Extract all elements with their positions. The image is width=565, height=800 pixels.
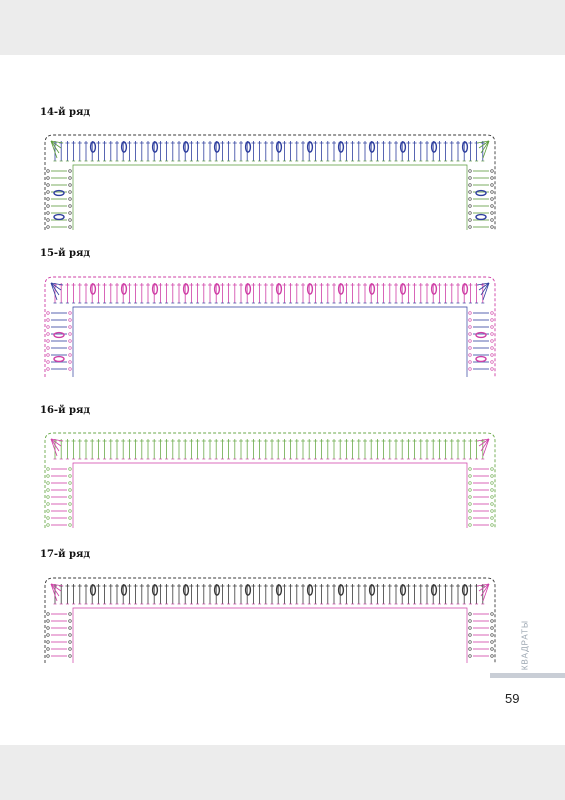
- chain-stitch: [491, 326, 494, 329]
- chain-stitch: [69, 333, 72, 336]
- chain-stitch: [69, 354, 72, 357]
- chain-stitch: [47, 634, 50, 637]
- chain-stitch: [491, 503, 494, 506]
- chain-stitch: [491, 468, 494, 471]
- chain-stitch: [47, 347, 50, 350]
- chain-stitch: [69, 648, 72, 651]
- chain-stitch: [491, 170, 494, 173]
- chain-stitch: [69, 468, 72, 471]
- chain-stitch: [69, 627, 72, 630]
- cluster-stitch: [91, 284, 96, 294]
- chain-stitch: [47, 177, 50, 180]
- chain-stitch: [469, 648, 472, 651]
- chain-stitch: [69, 613, 72, 616]
- section-label-text: КВАДРАТЫ: [520, 619, 530, 671]
- chain-stitch: [491, 184, 494, 187]
- chain-stitch: [469, 620, 472, 623]
- chain-stitch: [69, 319, 72, 322]
- chain-stitch: [69, 312, 72, 315]
- chain-stitch: [469, 170, 472, 173]
- chain-stitch: [469, 510, 472, 513]
- cluster-stitch: [463, 585, 468, 595]
- chain-stitch: [47, 219, 50, 222]
- chain-stitch: [47, 648, 50, 651]
- cluster-stitch: [122, 585, 127, 595]
- chain-stitch: [469, 219, 472, 222]
- chain-stitch: [47, 354, 50, 357]
- chain-stitch: [69, 184, 72, 187]
- chain-stitch: [69, 361, 72, 364]
- cluster-stitch: [246, 585, 251, 595]
- chain-stitch: [69, 634, 72, 637]
- chain-stitch: [491, 340, 494, 343]
- chart-inner-edge: [73, 463, 467, 528]
- chain-stitch: [491, 648, 494, 651]
- chain-stitch: [491, 319, 494, 322]
- chain-stitch: [47, 368, 50, 371]
- chain-stitch: [69, 177, 72, 180]
- cluster-stitch: [246, 284, 251, 294]
- cluster-stitch: [54, 215, 64, 220]
- chain-stitch: [69, 655, 72, 658]
- cluster-stitch: [339, 142, 344, 152]
- cluster-stitch: [153, 142, 158, 152]
- cluster-stitch: [308, 284, 313, 294]
- chart-inner-edge: [73, 307, 467, 377]
- chain-stitch: [47, 340, 50, 343]
- chain-stitch: [469, 347, 472, 350]
- chain-stitch: [469, 468, 472, 471]
- chain-stitch: [469, 503, 472, 506]
- row-16-diagram: [0, 423, 565, 533]
- cluster-stitch: [401, 284, 406, 294]
- chain-stitch: [69, 170, 72, 173]
- chain-stitch: [47, 226, 50, 229]
- chain-stitch: [47, 620, 50, 623]
- chain-stitch: [469, 368, 472, 371]
- cluster-stitch: [184, 585, 189, 595]
- chain-stitch: [469, 361, 472, 364]
- chain-stitch: [47, 517, 50, 520]
- cluster-stitch: [277, 142, 282, 152]
- row-15-title: 15-й ряд: [40, 248, 91, 259]
- cluster-stitch: [339, 585, 344, 595]
- cluster-stitch: [277, 284, 282, 294]
- chain-stitch: [47, 212, 50, 215]
- chain-stitch: [491, 191, 494, 194]
- chain-stitch: [491, 354, 494, 357]
- chain-stitch: [469, 312, 472, 315]
- cluster-stitch: [215, 284, 220, 294]
- chain-stitch: [491, 641, 494, 644]
- chain-stitch: [47, 326, 50, 329]
- chain-stitch: [47, 191, 50, 194]
- chain-stitch: [469, 184, 472, 187]
- chain-stitch: [469, 655, 472, 658]
- cluster-stitch: [370, 142, 375, 152]
- chain-stitch: [469, 198, 472, 201]
- chain-stitch: [491, 347, 494, 350]
- chain-stitch: [69, 219, 72, 222]
- chain-stitch: [491, 198, 494, 201]
- row-14-title: 14-й ряд: [40, 107, 91, 118]
- chain-stitch: [47, 496, 50, 499]
- chain-stitch: [491, 219, 494, 222]
- chain-stitch: [47, 655, 50, 658]
- chain-stitch: [69, 191, 72, 194]
- chain-stitch: [469, 326, 472, 329]
- chain-stitch: [69, 212, 72, 215]
- chain-stitch: [491, 655, 494, 658]
- chain-stitch: [69, 517, 72, 520]
- chain-stitch: [469, 340, 472, 343]
- chain-stitch: [47, 198, 50, 201]
- book-page: [0, 55, 565, 745]
- chain-stitch: [469, 641, 472, 644]
- chain-stitch: [491, 496, 494, 499]
- chain-stitch: [69, 347, 72, 350]
- chain-stitch: [491, 368, 494, 371]
- chain-stitch: [69, 226, 72, 229]
- chain-stitch: [47, 503, 50, 506]
- chain-stitch: [469, 613, 472, 616]
- cluster-stitch: [432, 142, 437, 152]
- chain-stitch: [47, 510, 50, 513]
- chain-stitch: [491, 226, 494, 229]
- chain-stitch: [69, 482, 72, 485]
- chain-stitch: [47, 482, 50, 485]
- chain-stitch: [69, 326, 72, 329]
- cluster-stitch: [153, 585, 158, 595]
- chain-stitch: [491, 205, 494, 208]
- row-16-title: 16-й ряд: [40, 405, 91, 416]
- cluster-stitch: [432, 585, 437, 595]
- chain-stitch: [47, 627, 50, 630]
- cluster-stitch: [54, 333, 64, 338]
- chain-stitch: [47, 524, 50, 527]
- cluster-stitch: [215, 142, 220, 152]
- cluster-stitch: [91, 585, 96, 595]
- chain-stitch: [491, 212, 494, 215]
- chain-stitch: [469, 627, 472, 630]
- row-15-diagram: [0, 267, 565, 382]
- chain-stitch: [47, 613, 50, 616]
- chart-outline: [45, 135, 495, 230]
- cluster-stitch: [184, 284, 189, 294]
- chain-stitch: [47, 361, 50, 364]
- cluster-stitch: [246, 142, 251, 152]
- chart-outline: [45, 277, 495, 377]
- chart-inner-edge: [73, 608, 467, 663]
- chain-stitch: [491, 312, 494, 315]
- chain-stitch: [491, 475, 494, 478]
- chain-stitch: [491, 177, 494, 180]
- chain-stitch: [491, 634, 494, 637]
- cluster-stitch: [122, 284, 127, 294]
- chain-stitch: [469, 205, 472, 208]
- chain-stitch: [469, 177, 472, 180]
- chain-stitch: [47, 170, 50, 173]
- chart-outline: [45, 433, 495, 528]
- cluster-stitch: [370, 284, 375, 294]
- cluster-stitch: [476, 191, 486, 196]
- chart-outline: [45, 578, 495, 663]
- chain-stitch: [491, 510, 494, 513]
- chain-stitch: [69, 524, 72, 527]
- chain-stitch: [69, 475, 72, 478]
- chain-stitch: [491, 524, 494, 527]
- chain-stitch: [69, 198, 72, 201]
- chain-stitch: [469, 475, 472, 478]
- chain-stitch: [69, 641, 72, 644]
- chain-stitch: [69, 368, 72, 371]
- chain-stitch: [47, 489, 50, 492]
- cluster-stitch: [54, 191, 64, 196]
- chain-stitch: [469, 354, 472, 357]
- chain-stitch: [69, 620, 72, 623]
- chain-stitch: [47, 333, 50, 336]
- chain-stitch: [69, 205, 72, 208]
- page-divider: [490, 673, 565, 678]
- chain-stitch: [69, 510, 72, 513]
- chain-stitch: [491, 613, 494, 616]
- cluster-stitch: [401, 585, 406, 595]
- cluster-stitch: [463, 142, 468, 152]
- page-number: 59: [505, 691, 520, 706]
- chain-stitch: [491, 517, 494, 520]
- cluster-stitch: [308, 585, 313, 595]
- chain-stitch: [69, 489, 72, 492]
- chain-stitch: [47, 468, 50, 471]
- cluster-stitch: [370, 585, 375, 595]
- cluster-stitch: [339, 284, 344, 294]
- chain-stitch: [469, 212, 472, 215]
- chain-stitch: [47, 641, 50, 644]
- cluster-stitch: [476, 333, 486, 338]
- chain-stitch: [469, 634, 472, 637]
- chain-stitch: [47, 475, 50, 478]
- chain-stitch: [469, 226, 472, 229]
- cluster-stitch: [54, 357, 64, 362]
- chain-stitch: [469, 191, 472, 194]
- row-17-diagram: [0, 568, 565, 671]
- chain-stitch: [469, 482, 472, 485]
- chain-stitch: [469, 489, 472, 492]
- chain-stitch: [69, 496, 72, 499]
- chain-stitch: [469, 524, 472, 527]
- chain-stitch: [469, 496, 472, 499]
- cluster-stitch: [308, 142, 313, 152]
- chain-stitch: [491, 620, 494, 623]
- chain-stitch: [69, 503, 72, 506]
- chain-stitch: [491, 482, 494, 485]
- cluster-stitch: [184, 142, 189, 152]
- cluster-stitch: [476, 357, 486, 362]
- chain-stitch: [69, 340, 72, 343]
- chart-inner-edge: [73, 165, 467, 230]
- cluster-stitch: [122, 142, 127, 152]
- cluster-stitch: [463, 284, 468, 294]
- chain-stitch: [47, 319, 50, 322]
- cluster-stitch: [91, 142, 96, 152]
- chain-stitch: [47, 205, 50, 208]
- cluster-stitch: [401, 142, 406, 152]
- cluster-stitch: [153, 284, 158, 294]
- cluster-stitch: [215, 585, 220, 595]
- chain-stitch: [469, 333, 472, 336]
- row-14-diagram: [0, 125, 565, 235]
- row-17-title: 17-й ряд: [40, 549, 91, 560]
- cluster-stitch: [432, 284, 437, 294]
- chain-stitch: [469, 319, 472, 322]
- chain-stitch: [491, 361, 494, 364]
- cluster-stitch: [476, 215, 486, 220]
- chain-stitch: [47, 184, 50, 187]
- chain-stitch: [491, 489, 494, 492]
- cluster-stitch: [277, 585, 282, 595]
- section-label: [505, 610, 545, 680]
- chain-stitch: [491, 333, 494, 336]
- chain-stitch: [491, 627, 494, 630]
- chain-stitch: [47, 312, 50, 315]
- chain-stitch: [469, 517, 472, 520]
